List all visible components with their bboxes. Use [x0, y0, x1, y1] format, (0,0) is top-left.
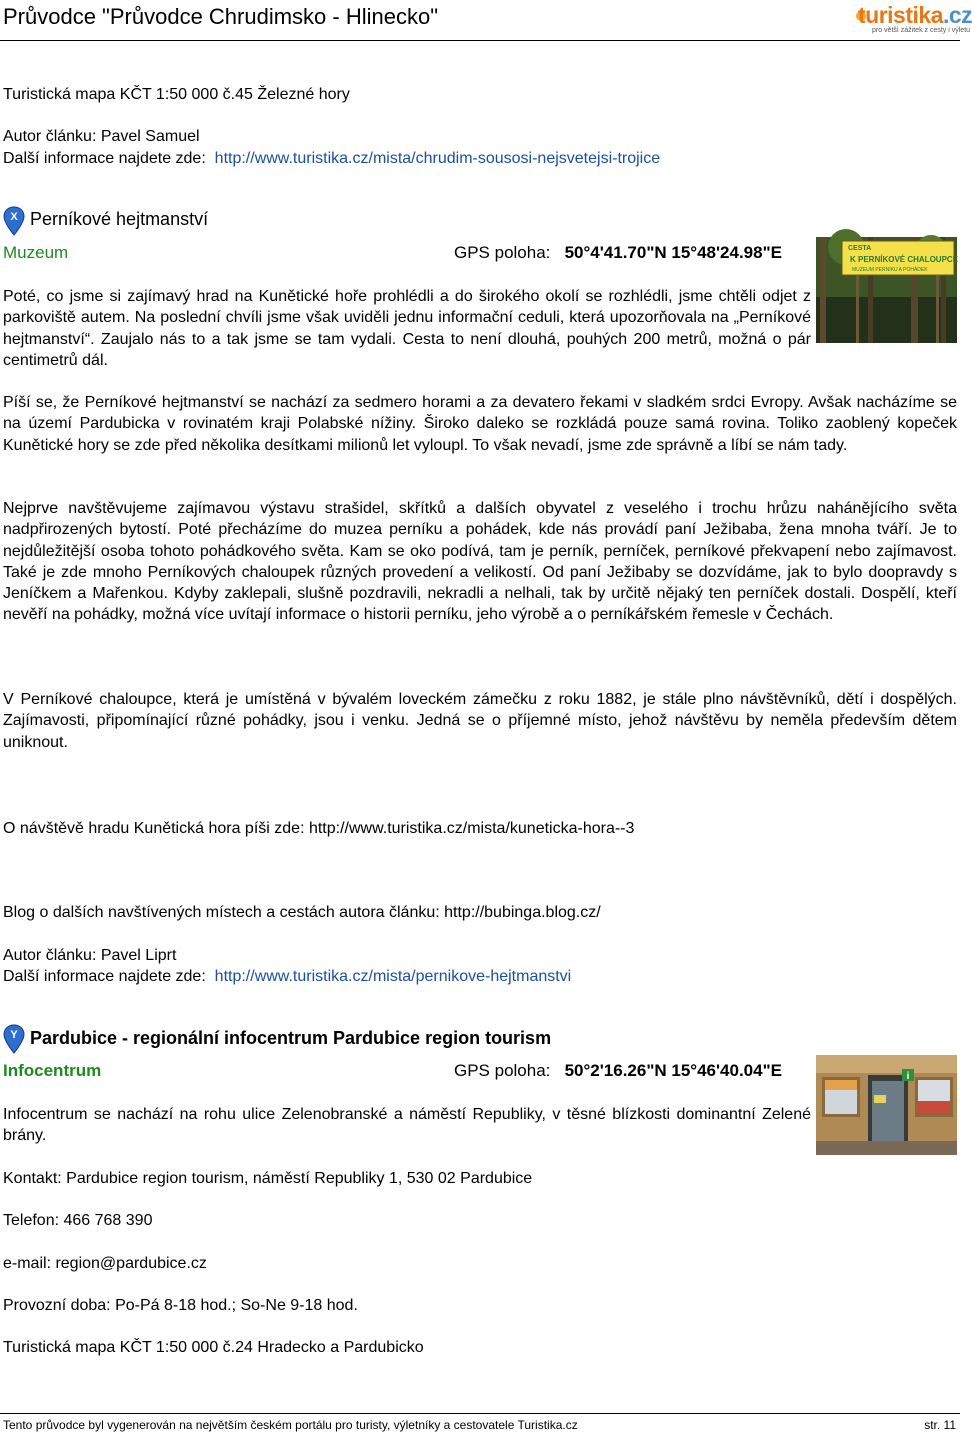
- map-reference: Turistická mapa KČT 1:50 000 č.45 Železné hory: [3, 86, 350, 103]
- pernikova-chaloupka-sign-photo: [816, 237, 957, 343]
- paragraph-location: Píší se, že Perníkové hejtmanství se nachází za sedmero horami a za devatero řekami v sladkém srdci Evropy. Avšak nacházíme se na území Pardubicka v rovinatém kraji Polabské nížiny. Široko daleko se rozkládá pouze samá rovina. Toliko zaoblený kopeček Kunětické hory se zde před několika desítkami milionů let vyloupl. To však nevadí, jsme zde správně a líbí se nám tady.: [3, 394, 957, 454]
- paragraph-exhibition: Nejprve navštěvujeme zajímavou výstavu strašidel, skřítků a dalších obyvatel z veselého i trochu hrůzu nahánějícího světa nadpřirozených bytostí. Poté přecházíme do muzea perníku a pohádek, kde nás provádí paní Ježibaba, žena mnoha tváří. Je to nejdůležitější osoba tohoto pohádkového světa. Kam se oko podívá, tam je perník, perníček, perníkové překvapení nebo zajímavost. Také je zde mnoho Perníkových chaloupek různých provedení a velikostí. Od paní Ježibaby se dozvídáme, jak to bylo doopravdy s Jeníčkem a Mařenkou. Kdyby zaklepali, slušně pozdravili, nekradli a nelhali, tak by určitě nějaký ten perníček dostali. Dospělí, kteří nevěří na pohádky, možná více uvítají informace o historii perníku, jeho výrobě a o perníkářském řemesle v Čechách.: [3, 500, 957, 624]
- opening-hours-line: Provozní doba: Po-Pá 8-18 hod.; So-Ne 9-18 hod.: [3, 1297, 358, 1314]
- more-info-line: [3, 148, 660, 169]
- more-info-link[interactable]: http://www.turistika.cz/mista/chrudim-sousosi-nejsvetejsi-trojice: [214, 150, 661, 167]
- turistika-logo[interactable]: [836, 2, 972, 38]
- photo-sign-text-3: MUZEUM PERNÍKU A POHÁDEK: [852, 267, 928, 273]
- footer-divider: [0, 1413, 960, 1414]
- photo-sign-text-1: CESTA: [848, 245, 872, 252]
- paragraph-kuneticka-hora: O návštěvě hradu Kunětická hora píši zde: http://www.turistika.cz/mista/kuneticka-hora--3: [3, 820, 635, 837]
- map-reference: Turistická mapa KČT 1:50 000 č.24 Hradecko a Pardubicko: [3, 1339, 424, 1356]
- gps-value: 50°4'41.70"N 15°48'24.98"E: [564, 243, 782, 262]
- more-info-line: [3, 966, 571, 987]
- email-line: e-mail: region@pardubice.cz: [3, 1255, 207, 1272]
- svg-text:Y: Y: [10, 1029, 18, 1041]
- more-info-label: Další informace najdete zde:: [3, 150, 206, 167]
- more-info-label: Další informace najdete zde:: [3, 968, 206, 985]
- paragraph-chaloupka: V Perníkové chaloupce, která je umístěná v bývalém loveckém zámečku z roku 1882, je stále plno návštěvníků, dětí i dospělých. Zajímavosti, připomínající různé pohádky, jsou i venku. Jedná se o příjemné místo, jehož návštěvu by neměla především dětem uniknout.: [3, 691, 957, 751]
- gps-label: GPS poloha:: [454, 243, 551, 262]
- logo-tagline: pro většì zážitek z cesty i výletu: [872, 27, 971, 34]
- map-pin-y-icon: [3, 1024, 25, 1054]
- category-label: Muzeum: [3, 243, 69, 262]
- contact-line: Kontakt: Pardubice region tourism, náměstí Republiky 1, 530 02 Pardubice: [3, 1170, 533, 1187]
- svg-text:X: X: [10, 211, 18, 223]
- photo-sign-text-2: K PERNÍKOVÉ CHALOUPCE: [850, 255, 959, 264]
- paragraph-infocentrum-location: Infocentrum se nachází na rohu ulice Zelenobranské a náměstí Republiky, v těsné blízkosti dominantní Zelené brány.: [3, 1106, 811, 1145]
- infocentrum-facade-photo: [816, 1055, 957, 1155]
- phone-line: Telefon: 466 768 390: [3, 1212, 153, 1229]
- page-number: str. 11: [924, 1418, 956, 1432]
- gps-value: 50°2'16.26"N 15°46'40.04"E: [564, 1061, 782, 1080]
- author-line: Autor článku: Pavel Samuel: [3, 128, 200, 145]
- section-title-pernikove-hejtmanstvi: Perníkové hejtmanství: [30, 209, 209, 229]
- document-title: Průvodce "Průvodce Chrudimsko - Hlinecko": [3, 4, 439, 29]
- info-sign-icon: i: [906, 1071, 910, 1082]
- category-label: Infocentrum: [3, 1061, 102, 1080]
- gps-line: [454, 243, 782, 263]
- gps-label: GPS poloha:: [454, 1061, 551, 1080]
- map-pin-x-icon: [3, 206, 25, 236]
- footer-text: Tento průvodce byl vygenerován na největším českém portálu pro turisty, výletníky a cestovatele Turistika.cz: [3, 1418, 578, 1432]
- author-line: Autor článku: Pavel Liprt: [3, 947, 177, 964]
- more-info-link[interactable]: http://www.turistika.cz/mista/pernikove-hejtmanstvi: [214, 968, 572, 985]
- gps-line: [454, 1061, 782, 1081]
- paragraph-blog: Blog o dalších navštívených místech a cestách autora článku: http://bubinga.blog.cz/: [3, 904, 601, 921]
- header-divider: [0, 40, 960, 41]
- paragraph-intro: Poté, co jsme si zajímavý hrad na Kunětické hoře prohlédli a do širokého okolí se rozhlédli, jsme chtěli odjet z parkoviště autem. Na poslední chvíli jsme však uviděli jednu informační ceduli, která upozorňovala na „Perníkové hejtmanství“. Zaujalo nás to a tak jsme se tam vydali. Cesta to není dlouhá, pouhých 200 metrů, možná o pár centimetrů dál.: [3, 288, 811, 369]
- section-title-pardubice-infocentrum: Pardubice - regionální infocentrum Pardubice region tourism: [30, 1028, 552, 1048]
- logo-wordmark: turistika.cz: [858, 2, 972, 28]
